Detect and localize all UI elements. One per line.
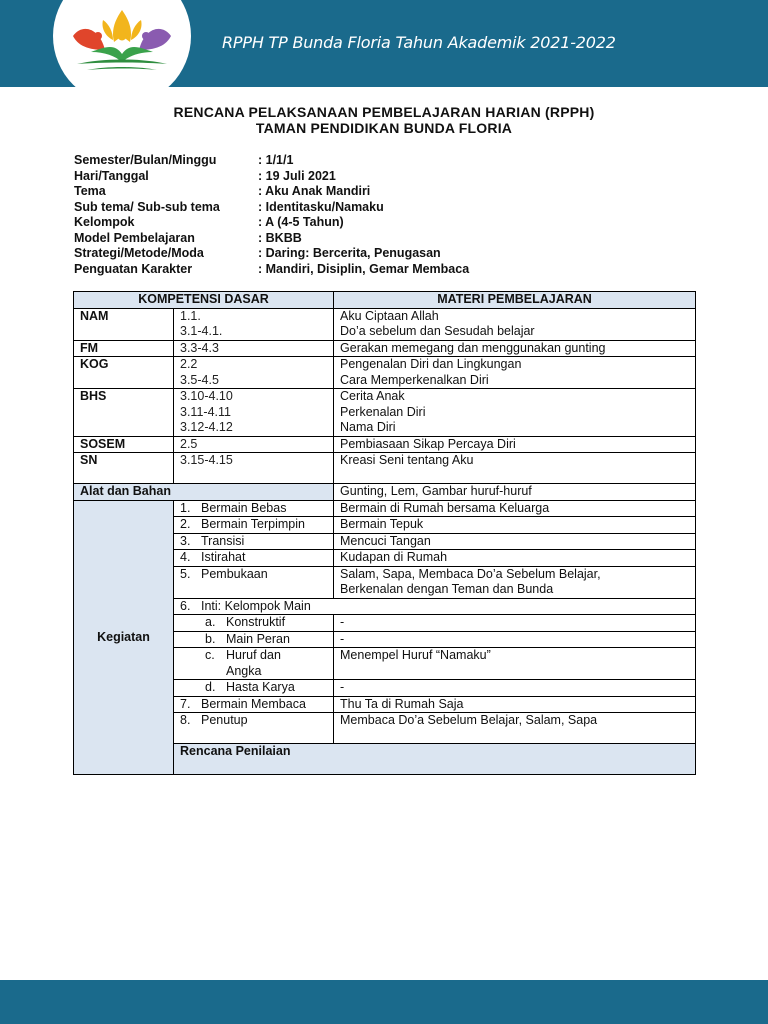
kegiatan-name xyxy=(174,696,334,713)
kegiatan-desc: Menempel Huruf “Namaku” xyxy=(334,648,696,680)
info-value: : 19 Juli 2021 xyxy=(258,168,336,183)
document-title-line-2: TAMAN PENDIDIKAN BUNDA FLORIA xyxy=(255,120,513,136)
kegiatan-name-text: Huruf dan xyxy=(226,648,281,662)
kd-values xyxy=(174,357,334,389)
kegiatan-desc: Kudapan di Rumah xyxy=(334,550,696,567)
kegiatan-name-text: Bermain Terpimpin xyxy=(201,517,305,531)
info-label: Semester/Bulan/Minggu xyxy=(74,153,217,167)
info-label: Sub tema/ Sub-sub tema xyxy=(74,199,220,214)
kegiatan-desc-line: Berkenalan dengan Teman dan Bunda xyxy=(340,582,554,596)
kegiatan-desc: Mencuci Tangan xyxy=(334,533,696,550)
kegiatan-name-text: Istirahat xyxy=(201,550,246,564)
kegiatan-name-text: Transisi xyxy=(201,533,245,548)
kegiatan-num: d. xyxy=(205,680,216,694)
kd-code: FM xyxy=(74,340,174,357)
kegiatan-desc: Bermain di Rumah bersama Keluarga xyxy=(334,500,696,517)
materi-value: Pengenalan Diri dan Lingkungan xyxy=(340,357,522,371)
materi-values xyxy=(334,357,696,389)
materi-value: Do’a sebelum dan Sesudah belajar xyxy=(340,324,535,338)
kegiatan-name xyxy=(174,631,334,648)
materi-value: Gerakan memegang dan menggunakan gunting xyxy=(340,340,606,355)
materi-value: Kreasi Seni tentang Aku xyxy=(340,453,474,467)
kegiatan-name xyxy=(174,533,334,550)
kegiatan-name xyxy=(174,550,334,567)
kd-code: SN xyxy=(74,453,174,484)
kegiatan-name xyxy=(174,566,334,598)
kegiatan-name xyxy=(174,713,334,744)
info-value: : BKBB xyxy=(258,230,302,245)
kegiatan-name-text: Konstruktif xyxy=(226,615,286,629)
kegiatan-name xyxy=(174,615,334,632)
kegiatan-num: 4. xyxy=(180,550,191,564)
kd-code: NAM xyxy=(74,308,174,340)
kegiatan-num: a. xyxy=(205,615,216,629)
banner-title: RPPH TP Bunda Floria Tahun Akademik 2021-2022 xyxy=(222,33,616,52)
table-row xyxy=(74,436,696,453)
kd-values xyxy=(174,453,334,484)
materi-value: Cara Memperkenalkan Diri xyxy=(340,372,489,387)
materi-values xyxy=(334,308,696,340)
info-label: Tema xyxy=(74,184,106,198)
table-row xyxy=(74,357,696,389)
kd-value: 3.11-4.11 xyxy=(180,404,231,419)
kd-values xyxy=(174,340,334,357)
document-title-line-1: RENCANA PELAKSANAAN PEMBELAJARAN HARIAN (RPPH) xyxy=(173,104,595,120)
kegiatan-desc: Thu Ta di Rumah Saja xyxy=(334,696,696,713)
kegiatan-desc: - xyxy=(334,631,696,648)
kegiatan-row xyxy=(74,500,696,517)
info-label: Penguatan Karakter xyxy=(74,261,193,276)
kegiatan-name-text: Hasta Karya xyxy=(226,680,295,694)
kegiatan-num: b. xyxy=(205,631,216,646)
materi-value: Pembiasaan Sikap Percaya Diri xyxy=(340,436,516,451)
alat-bahan-value: Gunting, Lem, Gambar huruf-huruf xyxy=(334,484,696,501)
table-row xyxy=(74,340,696,357)
materi-values xyxy=(334,389,696,437)
materi-values xyxy=(334,340,696,357)
kd-value: 3.1-4.1. xyxy=(180,324,223,338)
kegiatan-name-text: Bermain Bebas xyxy=(201,500,287,515)
document-title xyxy=(73,104,695,136)
kegiatan-num: 8. xyxy=(180,713,191,727)
table-row xyxy=(74,453,696,484)
kd-code: BHS xyxy=(74,389,174,437)
kegiatan-name xyxy=(174,648,334,680)
kegiatan-name-text: Pembukaan xyxy=(201,566,268,581)
info-value: : Aku Anak Mandiri xyxy=(258,184,371,198)
info-label: Kelompok xyxy=(74,215,135,229)
kegiatan-label: Kegiatan xyxy=(74,500,174,775)
kegiatan-num: 6. xyxy=(180,598,191,613)
materi-value: Perkenalan Diri xyxy=(340,404,426,419)
info-value: : A (4-5 Tahun) xyxy=(258,215,344,229)
kegiatan-num: 5. xyxy=(180,566,191,581)
kd-value: 2.2 xyxy=(180,357,198,371)
kd-code: KOG xyxy=(74,357,174,389)
kd-value: 3.3-4.3 xyxy=(180,340,219,355)
kegiatan-desc: - xyxy=(334,615,696,632)
table-row xyxy=(74,389,696,437)
footer-band xyxy=(0,980,768,1024)
kegiatan-name xyxy=(174,598,696,615)
header-materi-pembelajaran: MATERI PEMBELAJARAN xyxy=(334,292,696,309)
kegiatan-desc xyxy=(334,566,696,598)
info-value: : Identitasku/Namaku xyxy=(258,199,384,214)
kegiatan-num: 1. xyxy=(180,500,191,515)
kd-value: 3.15-4.15 xyxy=(180,453,233,467)
kegiatan-name-text: Inti: Kelompok Main xyxy=(201,598,311,613)
kd-values xyxy=(174,308,334,340)
table-row xyxy=(74,308,696,340)
penilaian-label: Rencana Penilaian xyxy=(174,744,696,775)
table-header-row xyxy=(74,292,696,309)
info-value: : Daring: Bercerita, Penugasan xyxy=(258,246,441,260)
kegiatan-name-text: Angka xyxy=(226,663,262,678)
info-label: Hari/Tanggal xyxy=(74,168,149,183)
alat-bahan-label: Alat dan Bahan xyxy=(74,484,334,501)
info-label: Model Pembelajaran xyxy=(74,230,195,245)
kd-value: 3.5-4.5 xyxy=(180,372,219,387)
kegiatan-name-text: Penutup xyxy=(201,713,248,727)
kegiatan-name-text: Main Peran xyxy=(226,631,290,646)
materi-value: Aku Ciptaan Allah xyxy=(340,308,439,323)
kegiatan-name-text: Bermain Membaca xyxy=(201,696,306,711)
kegiatan-num: 3. xyxy=(180,533,191,548)
kegiatan-name xyxy=(174,680,334,697)
kd-value: 2.5 xyxy=(180,436,198,451)
info-label: Strategi/Metode/Moda xyxy=(74,246,204,260)
table-row-alat-bahan xyxy=(74,484,696,501)
kd-values xyxy=(174,389,334,437)
kegiatan-desc: - xyxy=(334,680,696,697)
kegiatan-num: 2. xyxy=(180,517,191,531)
header-kompetensi-dasar: KOMPETENSI DASAR xyxy=(74,292,334,309)
kegiatan-desc-line: Salam, Sapa, Membaca Do’a Sebelum Belajar, xyxy=(340,566,601,581)
kegiatan-name xyxy=(174,500,334,517)
kegiatan-num: c. xyxy=(205,648,215,662)
info-value: : 1/1/1 xyxy=(258,153,294,167)
kegiatan-desc: Membaca Do’a Sebelum Belajar, Salam, Sapa xyxy=(334,713,696,744)
materi-values xyxy=(334,436,696,453)
kd-value: 3.12-4.12 xyxy=(180,420,233,434)
materi-values xyxy=(334,453,696,484)
bunda-floria-logo-icon xyxy=(67,6,177,78)
info-value: : Mandiri, Disiplin, Gemar Membaca xyxy=(258,261,470,276)
materi-value: Cerita Anak xyxy=(340,389,405,403)
kd-code: SOSEM xyxy=(74,436,174,453)
kd-values xyxy=(174,436,334,453)
kegiatan-desc: Bermain Tepuk xyxy=(334,517,696,534)
kegiatan-name xyxy=(174,517,334,534)
kd-value: 3.10-4.10 xyxy=(180,389,233,403)
lesson-plan-table xyxy=(73,291,696,775)
kegiatan-num: 7. xyxy=(180,696,191,711)
kd-value: 1.1. xyxy=(180,308,201,323)
materi-value: Nama Diri xyxy=(340,420,396,434)
